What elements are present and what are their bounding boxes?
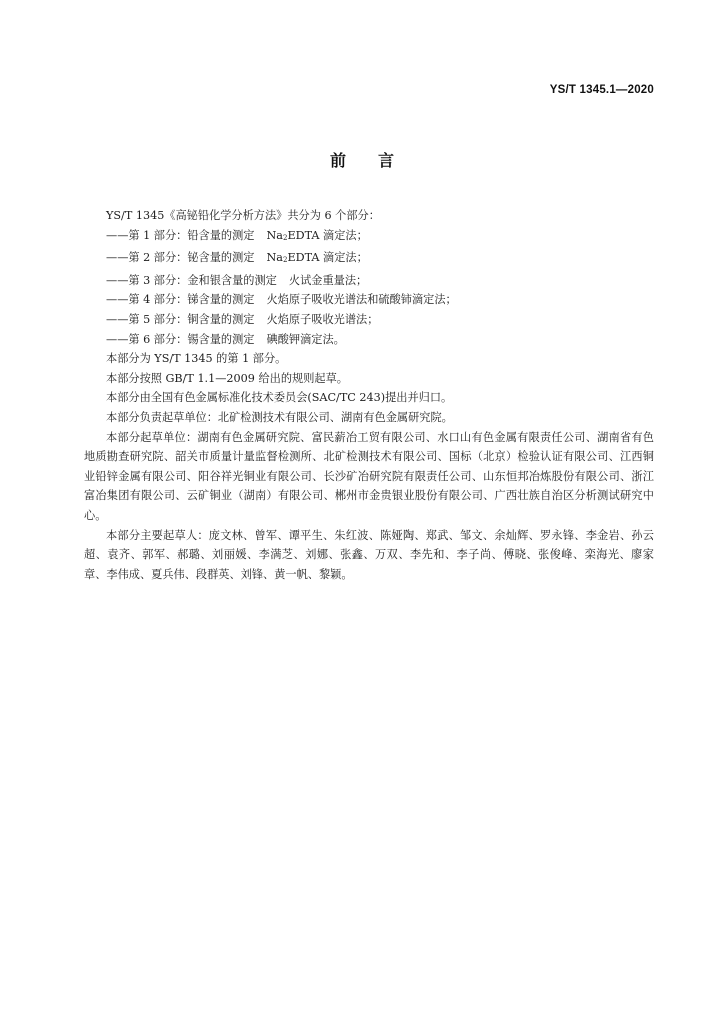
part-method: Na	[266, 251, 283, 265]
part-subject: 金和银含量的测定	[187, 273, 277, 287]
responsible-unit-statement: 本部分负责起草单位：北矿检测技术有限公司、湖南有色金属研究院。	[106, 410, 453, 424]
part-method: 火试金重量法；	[288, 273, 368, 287]
subscript: 2	[282, 256, 288, 265]
part-list-item	[84, 226, 654, 249]
part-subject: 锑含量的测定	[187, 293, 255, 307]
drafting-rules-statement: 本部分按照 GB/T 1.1—2009 给出的规则起草。	[106, 371, 348, 385]
part-prefix: ——第 1 部分：	[106, 228, 188, 242]
part-list-item	[84, 330, 654, 350]
part-method-rest: EDTA 滴定法；	[287, 251, 368, 265]
part-method: Na	[266, 228, 283, 242]
part-prefix: ——第 6 部分：	[106, 332, 188, 346]
part-list-item	[84, 290, 654, 310]
part-method: 火焰原子吸收光谱法和硫酸铈滴定法；	[266, 293, 457, 307]
part-subject: 锡含量的测定	[187, 332, 255, 346]
standard-number: YS/T 1345.1—2020	[549, 84, 654, 96]
main-drafters-paragraph: 本部分主要起草人：庞文林、曾军、谭平生、朱红波、陈娅陶、郑武、邹文、余灿辉、罗永锋、李金岩、孙云超、袁齐、郭军、郝璐、刘丽媛、李满芝、刘娜、张鑫、万双、李先和、李子尚、傅晓、张俊峰、栾海光、廖家章、李伟成、夏兵伟、段群英、刘锋、黄一帆、黎颖。	[84, 528, 654, 581]
part-prefix: ——第 2 部分：	[106, 251, 188, 265]
part-prefix: ——第 3 部分：	[106, 273, 188, 287]
part-subject: 铋含量的测定	[187, 251, 255, 265]
part-method-rest: EDTA 滴定法；	[287, 228, 368, 242]
page-title: 前言	[329, 151, 426, 170]
proposer-statement: 本部分由全国有色金属标准化技术委员会(SAC/TC 243)提出并归口。	[106, 391, 453, 405]
part-subject: 铜含量的测定	[187, 312, 255, 326]
intro-line: YS/T 1345《高铋铅化学分析方法》共分为 6 个部分：	[106, 209, 380, 222]
subscript: 2	[282, 233, 288, 242]
part-list-item	[84, 271, 654, 291]
part-list-item	[84, 248, 654, 271]
part-list-item	[84, 310, 654, 330]
part-subject: 铅含量的测定	[187, 228, 255, 242]
foreword-body	[84, 206, 654, 584]
part-of-statement: 本部分为 YS/T 1345 的第 1 部分。	[106, 352, 287, 366]
part-method: 碘酸钾滴定法。	[266, 332, 345, 346]
part-prefix: ——第 4 部分：	[106, 293, 188, 307]
drafting-units-paragraph: 本部分起草单位：湖南有色金属研究院、富民薪冶工贸有限公司、水口山有色金属有限责任公司、湖南省有色地质勘查研究院、韶关市质量计量监督检测所、北矿检测技术有限公司、国标（北京）检验认证有限公司、江西铜业铅锌金属有限公司、阳谷祥光铜业有限公司、长沙矿冶研究院有限责任公司、山东恒邦冶炼股份有限公司、浙江富冶集团有限公司、云矿铜业（湖南）有限公司、郴州市金贵银业股份有限公司、广西壮族自治区分析测试研究中心。	[84, 430, 654, 522]
part-prefix: ——第 5 部分：	[106, 312, 188, 326]
part-method: 火焰原子吸收光谱法；	[266, 312, 379, 326]
